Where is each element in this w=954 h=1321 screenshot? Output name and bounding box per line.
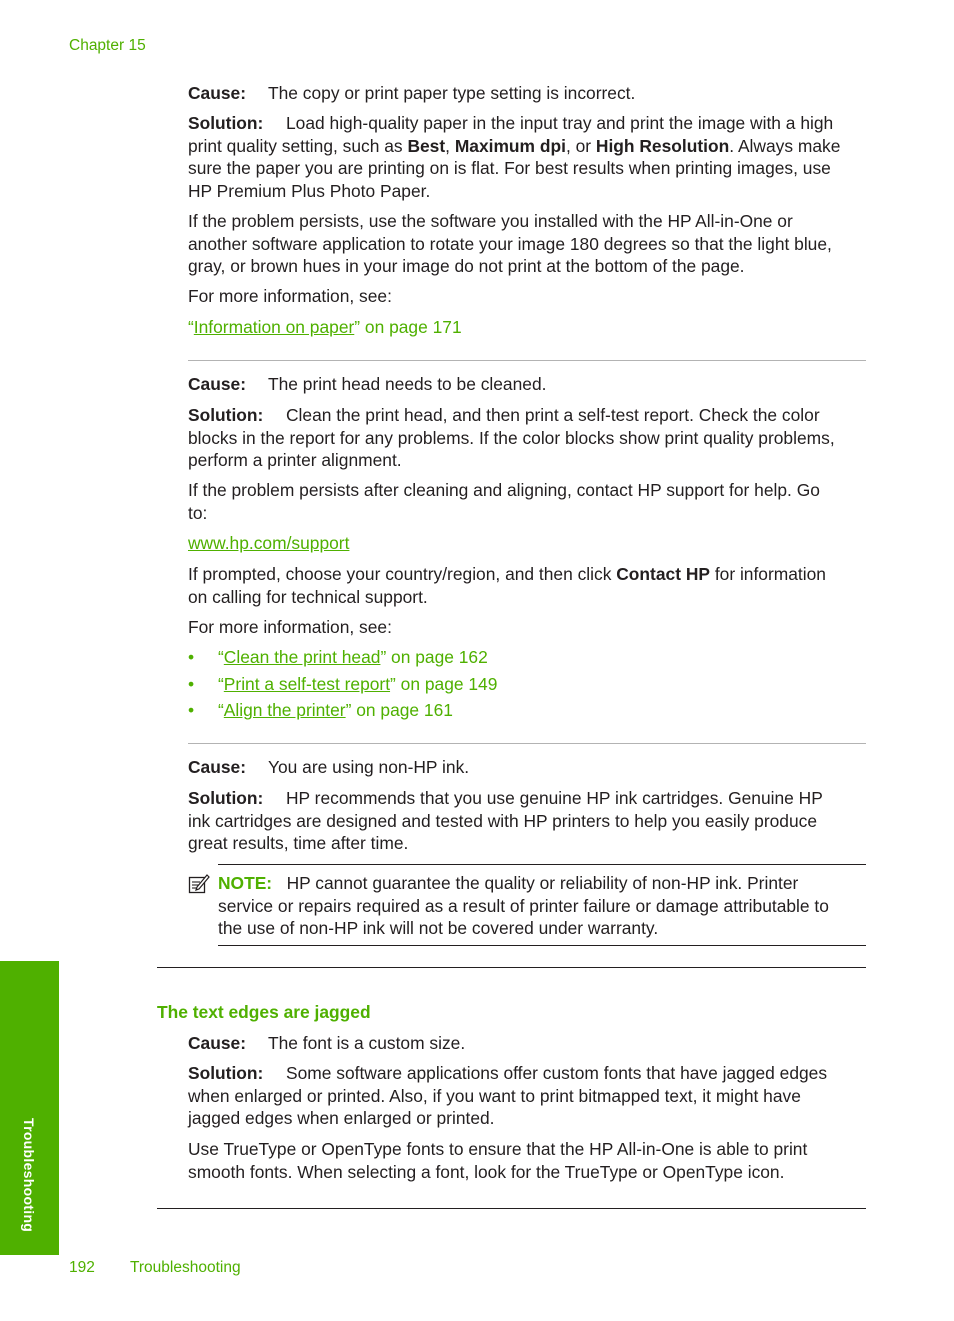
cause-label: Cause: (188, 374, 246, 394)
paragraph: Use TrueType or OpenType fonts to ensure that the HP All-in-One is able to print smooth fonts. When selecting a font, look for the TrueType or OpenType icon. (188, 1139, 808, 1182)
bullet: • (188, 647, 195, 667)
link-align-printer[interactable]: “Align the printer” on page 161 (218, 700, 453, 720)
solution-text: Load high-quality paper in the input tray and print the image with a high (286, 113, 834, 133)
section-divider (188, 360, 866, 361)
link-information-on-paper[interactable]: “Information on paper” on page 171 (188, 317, 462, 337)
solution-label: Solution: (188, 113, 264, 133)
cause-text: The print head needs to be cleaned. (268, 374, 547, 394)
paragraph: If prompted, choose your country/region, and then click Contact HP for information on calling for technical support. (188, 564, 826, 607)
cause-label: Cause: (188, 757, 246, 777)
solution-block: Solution: HP recommends that you use genuine HP ink cartridges. Genuine HP ink cartridges are designed and tested with HP printers to help you easily produce great results, time after time. (188, 788, 823, 853)
cause-line (188, 756, 469, 779)
cause-line (188, 82, 635, 105)
note-top-rule (218, 864, 866, 865)
solution-block: Solution: Some software applications offer custom fonts that have jagged edges when enlarged or printed. Also, if you want to print bitmapped text, it might have jagged edges when enlarged or printed. (188, 1063, 828, 1128)
link-clean-print-head[interactable]: “Clean the print head” on page 162 (218, 647, 488, 667)
cause-label: Cause: (188, 83, 246, 103)
note-icon (188, 873, 210, 895)
bullet: • (188, 700, 195, 720)
footer-section: Troubleshooting (130, 1259, 241, 1276)
link-hp-support[interactable]: www.hp.com/support (188, 533, 350, 553)
solution-text: HP Premium Plus Photo Paper. (188, 180, 431, 201)
paragraph: If the problem persists after cleaning and aligning, contact HP support for help. Go to: (188, 480, 820, 523)
page-number: 192 (69, 1259, 95, 1276)
paragraph: If the problem persists, use the software you installed with the HP All-in-One or another software application to rotate your image 180 degrees so that the light blue, gray, or brown hues in your image do not print at the bottom of the page. (188, 211, 832, 276)
cause-text: You are using non-HP ink. (268, 757, 470, 777)
section-divider (157, 967, 866, 968)
note-label: NOTE: (218, 873, 273, 893)
more-info-text: For more information, see: (188, 617, 392, 637)
link-print-self-test-report[interactable]: “Print a self-test report” on page 149 (218, 674, 498, 694)
cause-text: The copy or print paper type setting is incorrect. (268, 83, 636, 103)
cause-label: Cause: (188, 1033, 246, 1053)
solution-text: sure the paper you are printing on is flat. For best results when printing images, use (188, 158, 831, 178)
solution-label: Solution: (188, 405, 264, 425)
solution-block (188, 112, 878, 202)
cause-text: The font is a custom size. (268, 1033, 466, 1053)
more-info-text: For more information, see: (188, 286, 392, 306)
solution-block: Solution: Clean the print head, and then print a self-test report. Check the color blocks in the report for any problems. If the color blocks show print quality problems, perform a printer alignment. (188, 405, 835, 470)
section-heading: The text edges are jagged (157, 1002, 371, 1022)
solution-text: print quality setting, such as Best, Maximum dpi, or High Resolution. Always make (188, 135, 841, 156)
solution-label: Solution: (188, 788, 264, 808)
chapter-header: Chapter 15 (69, 37, 146, 54)
section-divider (157, 1208, 866, 1209)
note-bottom-rule (218, 945, 866, 946)
side-tab-label: Troubleshooting (21, 1118, 37, 1233)
cause-line (188, 373, 546, 396)
note-text: NOTE: HP cannot guarantee the quality or reliability of non-HP ink. Printer service or repairs required as a result of printer failure or damage attributable to the use of non-HP ink will not be covered under warranty. (218, 873, 829, 938)
bullet: • (188, 674, 195, 694)
section-divider (188, 743, 866, 744)
cause-line (188, 1032, 465, 1055)
solution-label: Solution: (188, 1063, 264, 1083)
